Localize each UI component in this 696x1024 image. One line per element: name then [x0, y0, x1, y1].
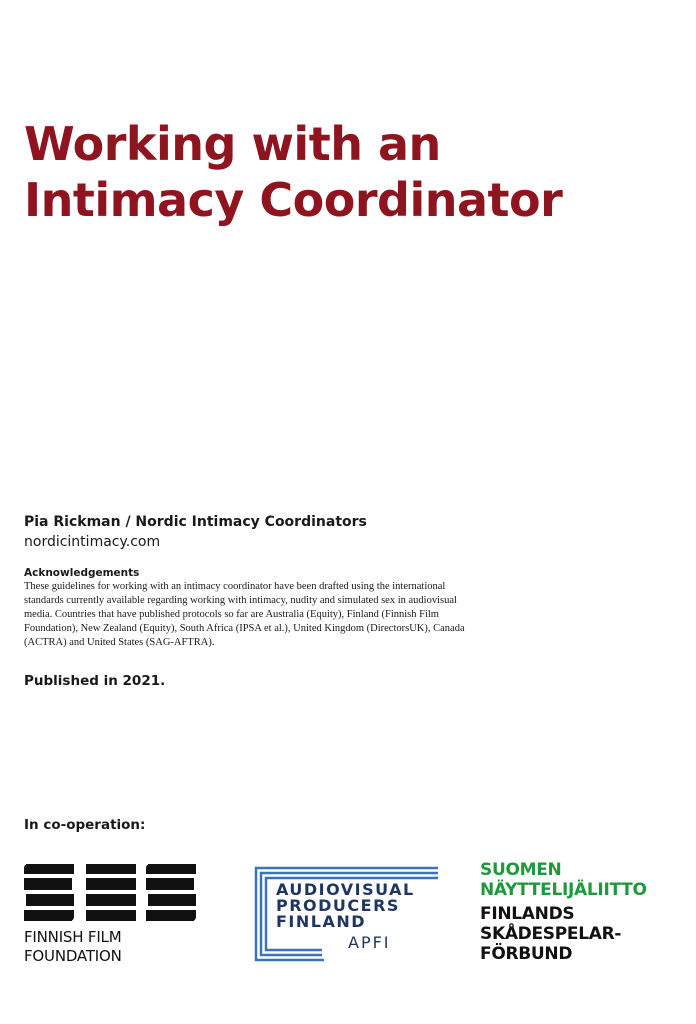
cooperation-label: In co-operation:	[24, 817, 146, 833]
apfi-abbreviation: APFI	[348, 933, 391, 952]
ses-caption: FINNISH FILM FOUNDATION	[24, 928, 122, 965]
document-title: Working with an Intimacy Coordinator	[24, 117, 563, 227]
apfi-logo	[252, 862, 452, 972]
credits-block	[24, 512, 494, 690]
actors-union-name-fi: SUOMEN NÄYTTELIJÄLIITTO	[480, 860, 647, 900]
actors-union-logo	[480, 860, 685, 964]
actors-union-name-sv: FINLANDS SKÅDESPELAR- FÖRBUND	[480, 904, 622, 964]
acknowledgements-heading: Acknowledgements	[24, 567, 140, 579]
ses-logo-mark	[24, 864, 199, 922]
acknowledgements-text: These guidelines for working with an intimacy coordinator have been drafted using the international standards currently available regarding working with intimacy, nudity and simulated sex in audiovisual media. Countries that have published protocols so far are Australia (Equity), Finland (Finnish Film Foundation), New Zealand (Equity), South Africa (IPSA et al.), United Kingdom (DirectorsUK), Canada (ACTRA) and United States (SAG-AFTRA).	[24, 581, 465, 648]
apfi-name: AUDIOVISUAL PRODUCERS FINLAND	[276, 880, 415, 931]
website-link[interactable]: nordicintimacy.com	[24, 534, 161, 550]
published-note: Published in 2021.	[24, 673, 166, 689]
author-line: Pia Rickman / Nordic Intimacy Coordinators	[24, 514, 367, 530]
finnish-film-foundation-logo	[24, 864, 199, 974]
